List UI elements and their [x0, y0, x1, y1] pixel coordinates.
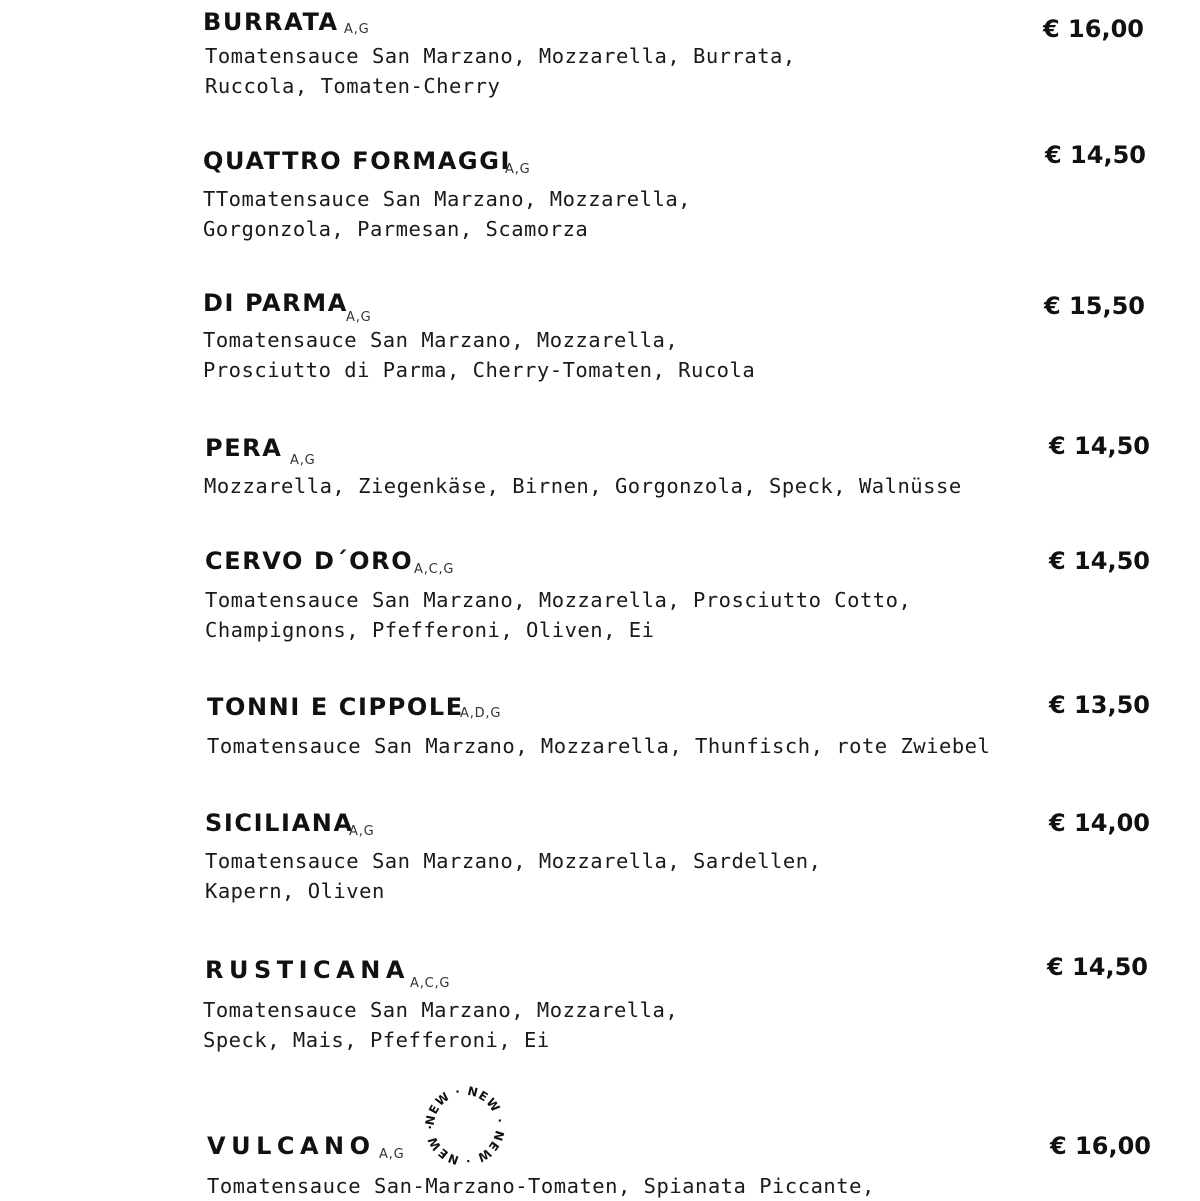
dish-name: VULCANO	[207, 1132, 376, 1160]
dish-description	[203, 184, 691, 244]
dish-price: € 14,50	[1047, 953, 1148, 981]
allergen-codes: A,G	[344, 22, 370, 37]
description-line: Tomatensauce San Marzano, Mozzarella,	[203, 328, 679, 352]
dish-description	[207, 731, 990, 761]
description-line: TTomatensauce San Marzano, Mozzarella,	[203, 187, 691, 211]
description-line: Mozzarella, Ziegenkäse, Birnen, Gorgonzola, Speck, Walnüsse	[204, 474, 962, 498]
description-line: Gorgonzola, Parmesan, Scamorza	[203, 217, 589, 241]
description-line: Kapern, Oliven	[205, 879, 385, 903]
dish-description	[205, 41, 796, 101]
dish-price: € 14,50	[1049, 547, 1150, 575]
allergen-codes: A,C,G	[414, 562, 455, 577]
new-badge	[422, 1083, 508, 1169]
allergen-codes: A,D,G	[460, 706, 502, 721]
new-badge-ring	[422, 1083, 508, 1169]
dish-description	[204, 471, 962, 501]
dish-price: € 14,00	[1049, 809, 1150, 837]
dish-name: SICILIANA	[205, 809, 354, 837]
description-line: Tomatensauce San Marzano, Mozzarella, Sardellen,	[205, 849, 822, 873]
dish-description	[203, 995, 678, 1055]
description-line: Tomatensauce San Marzano, Mozzarella, Prosciutto Cotto,	[205, 588, 912, 612]
dish-price: € 16,00	[1043, 15, 1144, 43]
dish-name: QUATTRO FORMAGGI	[203, 147, 512, 175]
dish-name: CERVO D´ORO	[205, 547, 414, 575]
dish-description	[203, 325, 755, 385]
new-badge-text-path: NEW · NEW · NEW · NEW ·	[422, 1083, 508, 1169]
dish-name: PERA	[205, 434, 283, 462]
dish-description	[205, 846, 821, 906]
allergen-codes: A,G	[505, 162, 531, 177]
dish-name: RUSTICANA	[205, 956, 410, 984]
allergen-codes: A,G	[349, 824, 375, 839]
dish-description	[207, 1171, 875, 1201]
description-line: Tomatensauce San Marzano, Mozzarella, Thunfisch, rote Zwiebel	[207, 734, 991, 758]
dish-name: BURRATA	[203, 8, 339, 36]
description-line: Tomatensauce San Marzano, Mozzarella, Burrata,	[205, 44, 796, 68]
new-badge-text	[423, 1084, 507, 1168]
description-line: Tomatensauce San Marzano, Mozzarella,	[203, 998, 679, 1022]
description-line: Champignons, Pfefferoni, Oliven, Ei	[205, 618, 655, 642]
allergen-codes: A,G	[290, 453, 316, 468]
description-line: Speck, Mais, Pfefferoni, Ei	[203, 1028, 550, 1052]
dish-price: € 16,00	[1050, 1132, 1151, 1160]
dish-price: € 15,50	[1044, 292, 1145, 320]
dish-price: € 14,50	[1049, 432, 1150, 460]
allergen-codes: A,G	[346, 310, 372, 325]
dish-name: TONNI E CIPPOLE	[207, 693, 464, 721]
dish-name: DI PARMA	[203, 289, 348, 317]
dish-description	[205, 585, 911, 645]
allergen-codes: A,G	[379, 1147, 405, 1162]
dish-price: € 14,50	[1045, 141, 1146, 169]
description-line: Prosciutto di Parma, Cherry-Tomaten, Rucola	[203, 358, 756, 382]
description-line: Ruccola, Tomaten-Cherry	[205, 74, 501, 98]
allergen-codes: A,C,G	[410, 976, 451, 991]
description-line: Tomatensauce San-Marzano-Tomaten, Spianata Piccante,	[207, 1174, 875, 1198]
dish-price: € 13,50	[1049, 691, 1150, 719]
